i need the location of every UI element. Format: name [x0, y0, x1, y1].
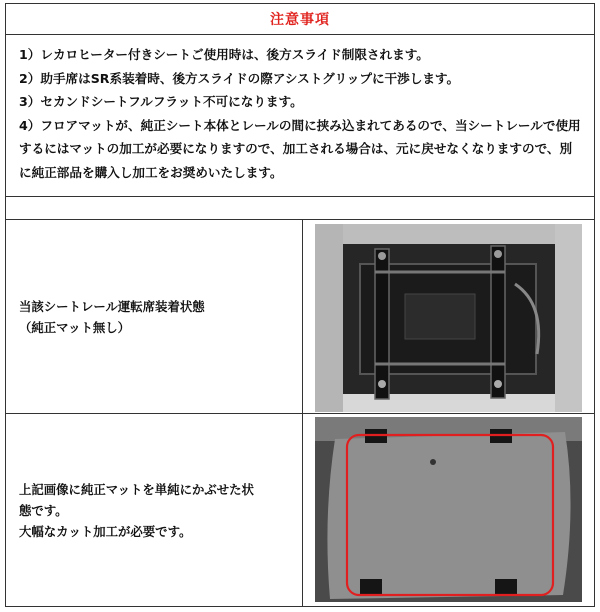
photo-row-rail — [6, 220, 594, 414]
page-title: 注意事項 — [270, 12, 330, 28]
note-4: 4）フロアマットが、純正シート本体とレールの間に挟み込まれてあるので、当シートレールで使用するにはマットの加工が必要になりますので、加工される場合は、元に戻せなくなりますので、別に純正部品を購入し加工をお奨めいたします。 — [19, 117, 581, 180]
note-2: 2）助手席はSR系装着時、後方スライドの際アシストグリップに干渉します。 — [19, 70, 460, 86]
caption-line: 当該シートレール運転席装着状態 — [19, 298, 205, 314]
caption-line: 大幅なカット加工が必要です。 — [19, 523, 192, 539]
notes-cell — [6, 35, 594, 197]
caption-cell — [6, 220, 303, 413]
note-3: 3）セカンドシートフルフラット不可になります。 — [19, 94, 303, 110]
caption-line: 態です。 — [19, 502, 68, 518]
notice-table — [5, 3, 595, 607]
title-row — [6, 4, 594, 35]
mat-cover-photo — [315, 417, 582, 602]
caption-line: 上記画像に純正マットを単純にかぶせた状 — [19, 481, 254, 497]
caption-cell — [6, 414, 303, 606]
photo-row-mat — [6, 414, 594, 606]
note-1: 1）レカロヒーター付きシートご使用時は、後方スライド制限されます。 — [19, 47, 429, 62]
empty-row — [6, 197, 594, 220]
caption-line: （純正マット無し） — [19, 319, 131, 335]
seat-rail-photo — [315, 224, 582, 412]
